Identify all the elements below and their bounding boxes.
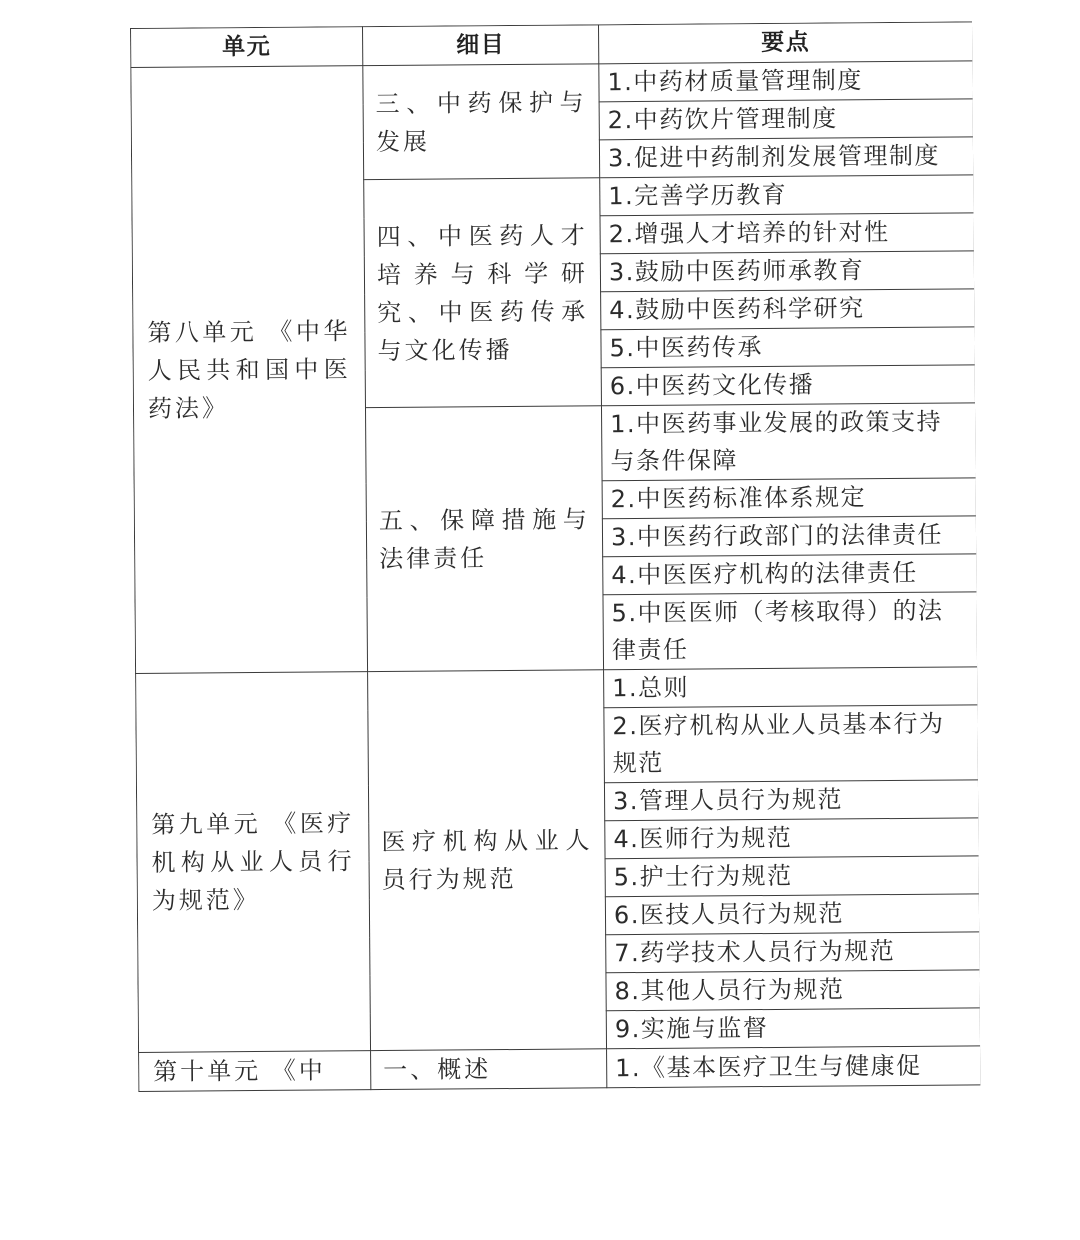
point-cell: 4.医师行为规范: [605, 818, 979, 859]
point-cell: 3.促进中药制剂发展管理制度: [599, 137, 973, 178]
header-unit: 单元: [131, 27, 363, 68]
point-cell: 8.其他人员行为规范: [606, 970, 980, 1011]
detail-cell: 医疗机构从业人员行为规范: [368, 670, 607, 1051]
point-cell: 4.鼓励中医药科学研究: [601, 289, 975, 330]
unit-cell: 第八单元 《中华人民共和国中医药法》: [131, 66, 368, 674]
point-cell: 1.中医药事业发展的政策支持与条件保障: [601, 403, 976, 481]
table-row: [136, 667, 978, 712]
point-cell: 7.药学技术人员行为规范: [606, 932, 980, 973]
table-row: [139, 1046, 981, 1092]
point-cell: 6.医技人员行为规范: [605, 894, 979, 935]
detail-cell: 四、中医药人才培养与科学研究、中医药传承与文化传播: [364, 178, 602, 408]
point-cell: 9.实施与监督: [606, 1008, 980, 1049]
point-cell: 2.增强人才培养的针对性: [600, 213, 974, 254]
header-row: [131, 22, 973, 68]
table-row: [131, 61, 973, 106]
unit-cell: 第十单元 《中: [139, 1051, 371, 1092]
syllabus-table: [130, 21, 981, 1092]
point-cell: 5.中医医师（考核取得）的法律责任: [603, 592, 978, 670]
point-cell: 1.完善学历教育: [600, 175, 974, 216]
point-cell: 4.中医医疗机构的法律责任: [603, 554, 977, 595]
point-cell: 5.护士行为规范: [605, 856, 979, 897]
point-cell: 1.总则: [604, 667, 978, 708]
point-cell: 3.鼓励中医药师承教育: [600, 251, 974, 292]
detail-cell: 一、概述: [371, 1049, 607, 1090]
point-cell: 2.医疗机构从业人员基本行为规范: [604, 705, 979, 783]
point-cell: 1.中药材质量管理制度: [599, 61, 973, 102]
header-points: 要点: [598, 22, 972, 64]
detail-cell: 五、保障措施与法律责任: [365, 406, 603, 672]
point-cell: 1.《基本医疗卫生与健康促: [607, 1046, 981, 1088]
detail-cell: 三、中药保护与发展: [363, 64, 600, 180]
point-cell: 2.中药饮片管理制度: [599, 99, 973, 140]
point-cell: 2.中医药标准体系规定: [602, 478, 976, 519]
unit-cell: 第九单元 《医疗机构从业人员行为规范》: [136, 672, 371, 1053]
point-cell: 5.中医药传承: [601, 327, 975, 368]
header-detail: 细目: [362, 25, 598, 66]
point-cell: 6.中医药文化传播: [601, 365, 975, 406]
document-page: [130, 21, 981, 1188]
point-cell: 3.中医药行政部门的法律责任: [602, 516, 976, 557]
point-cell: 3.管理人员行为规范: [604, 780, 978, 821]
